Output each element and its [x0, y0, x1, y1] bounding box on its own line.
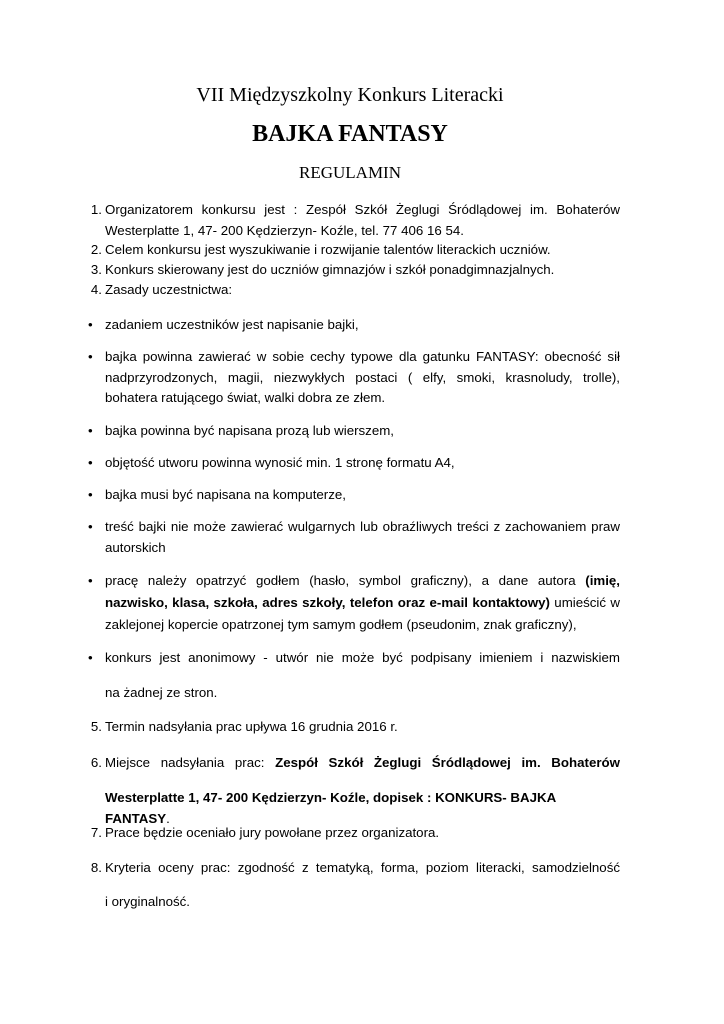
bullet-item [80, 485, 620, 506]
item-text: Miejsce nadsyłania prac: Zespół Szkół Żeglugi Śródlądowej im. Bohaterów [105, 755, 621, 770]
bullet-text: bajka powinna być napisana prozą lub wierszem, [105, 423, 394, 438]
bullet-item-continued [80, 683, 620, 704]
item-text: i oryginalność. [105, 894, 190, 909]
item-number: 7. [90, 825, 102, 840]
list-item [80, 717, 620, 738]
bullet-icon: • [88, 519, 93, 534]
bullet-icon: • [88, 423, 93, 438]
list-item [80, 823, 620, 844]
bullet-text: konkurs jest anonimowy - utwór nie może być podpisany imieniem i nazwiskiem [105, 650, 620, 665]
bullet-text: objętość utworu powinna wynosić min. 1 stronę formatu A4, [105, 455, 455, 470]
item-number: 5. [90, 719, 102, 734]
list-item [80, 260, 620, 281]
item-number: 8. [90, 860, 102, 875]
bullet-item [80, 570, 620, 636]
item-text: Zasady uczestnictwa: [105, 282, 233, 297]
bullet-text: bajka powinna zawierać w sobie cechy typowe dla gatunku FANTASY: obecność sił nadprzyrodzonych, magii, niezwykłych postaci ( elfy, smoki, krasnoludy, trolle), bohatera ratującego świat, walki dobra ze złem. [105, 349, 620, 405]
item-number: 4. [90, 282, 102, 297]
bullet-icon: • [88, 487, 93, 502]
page-subtitle: REGULAMIN [299, 163, 401, 182]
item-number: 6. [90, 755, 102, 770]
item-text: Prace będzie oceniało jury powołane przez organizatora. [105, 825, 440, 840]
list-item [80, 280, 620, 301]
item-text: Celem konkursu jest wyszukiwanie i rozwijanie talentów literackich uczniów. [105, 242, 551, 257]
list-item [80, 858, 620, 879]
list-item [80, 753, 620, 774]
list-item [80, 200, 620, 241]
bullet-icon: • [88, 349, 93, 364]
item-text: Kryteria oceny prac: zgodność z tematyką, forma, poziom literacki, samodzielność [105, 860, 620, 875]
item-text: Westerplatte 1, 47- 200 Kędzierzyn- Koźle, dopisek : KONKURS- BAJKA FANTASY. [105, 790, 556, 826]
bullet-item [80, 421, 620, 442]
item-number: 2. [90, 242, 102, 257]
bullet-icon: • [88, 650, 93, 665]
bullet-icon: • [88, 317, 93, 332]
bullet-text: treść bajki nie może zawierać wulgarnych lub obraźliwych treści z zachowaniem praw autorskich [105, 519, 620, 555]
item-number: 1. [90, 202, 102, 217]
bullet-text: na żadnej ze stron. [105, 685, 218, 700]
bullet-item [80, 347, 620, 409]
list-item-continued [80, 892, 620, 913]
bullet-text: zadaniem uczestników jest napisanie bajki, [105, 317, 359, 332]
bullet-text: pracę należy opatrzyć godłem (hasło, symbol graficzny), a dane autora (imię, nazwisko, klasa, szkoła, adres szkoły, telefon oraz e-mail kontaktowy) umieścić w zaklejonej kopercie opatrzonej tym samym godłem (pseudonim, znak graficzny), [105, 573, 620, 632]
bullet-icon: • [88, 573, 93, 588]
item-text: Konkurs skierowany jest do uczniów gimnazjów i szkół ponadgimnazjalnych. [105, 262, 555, 277]
bullet-text: bajka musi być napisana na komputerze, [105, 487, 346, 502]
bullet-item [80, 315, 620, 336]
item-text: Organizatorem konkursu jest : Zespół Szkół Żeglugi Śródlądowej im. Bohaterów Westerplatte 1, 47- 200 Kędzierzyn- Koźle, tel. 77 406 16 54. [105, 202, 620, 238]
bullet-icon: • [88, 455, 93, 470]
competition-name: VII Międzyszkolny Konkurs Literacki [196, 84, 504, 106]
bullet-item [80, 648, 620, 669]
page-title: BAJKA FANTASY [252, 121, 448, 147]
bullet-item [80, 453, 620, 474]
list-item [80, 240, 620, 261]
item-text: Termin nadsyłania prac upływa 16 grudnia 2016 r. [105, 719, 398, 734]
bullet-item [80, 517, 620, 558]
item-number: 3. [90, 262, 102, 277]
